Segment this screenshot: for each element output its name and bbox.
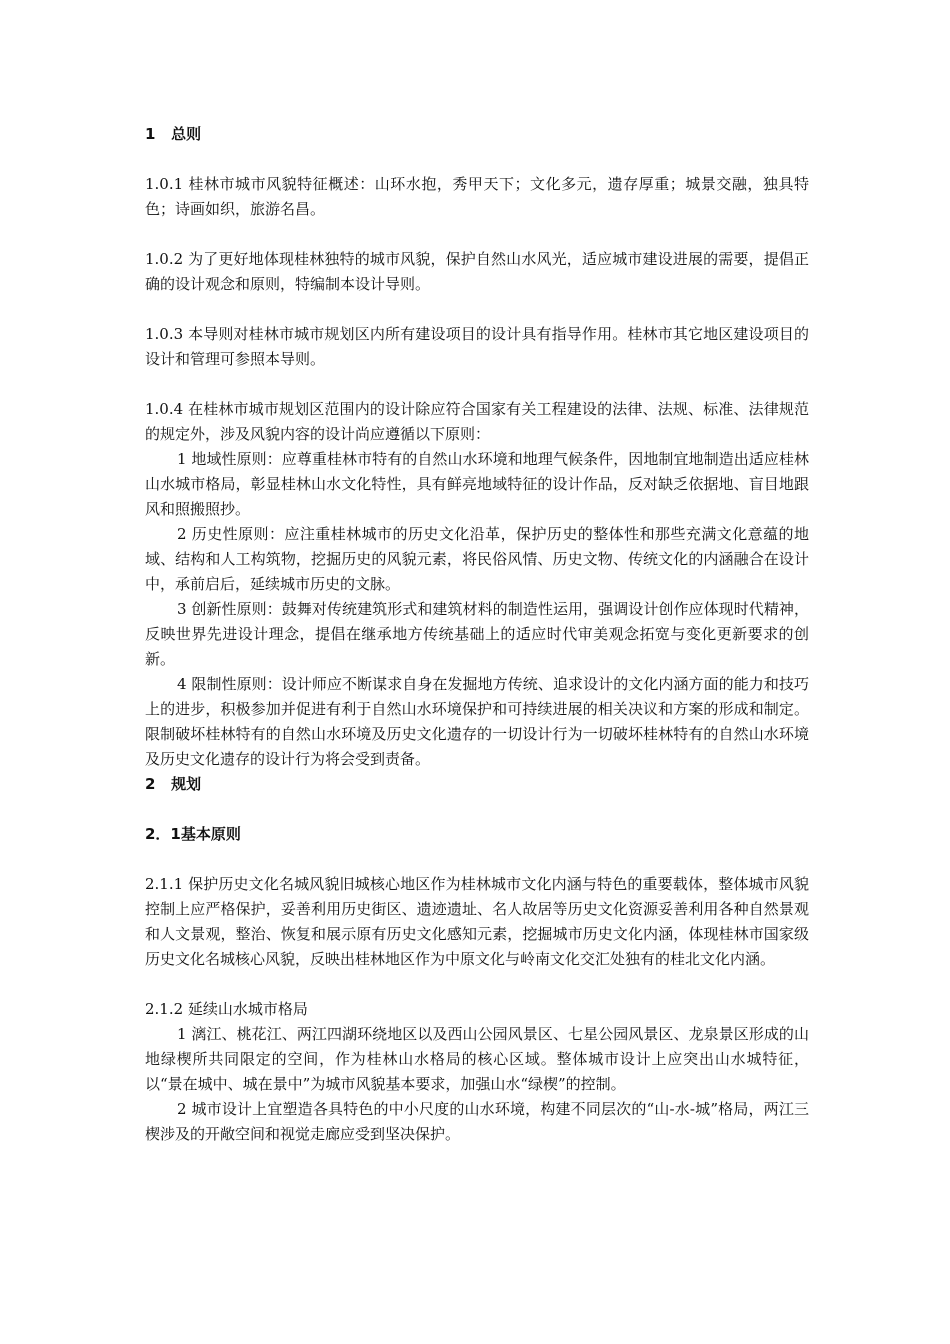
clause-1-0-4: 1.0.4 在桂林市城市规划区范围内的设计除应符合国家有关工程建设的法律、法规、标准、法律规范的规定外，涉及风貌内容的设计尚应遵循以下原则： [145,400,809,443]
principle-historical: 2 历史性原则：应注重桂林城市的历史文化沿革，保护历史的整体性和那些充满文化意蕴的地域、结构和人工构筑物，挖掘历史的风貌元素，将民俗风情、历史文物、传统文化的内涵融合在设计中，承前启后，延续城市历史的文脉。 [145,525,809,593]
section-1-heading: 1 总则 [145,125,202,143]
clause-1-0-1: 1.0.1 桂林市城市风貌特征概述：山环水抱，秀甲天下；文化多元，遗存厚重；城景交融，独具特色；诗画如织，旅游名昌。 [145,175,809,218]
section-2-heading: 2 规划 [145,775,202,793]
clause-2-1-2: 2.1.2 延续山水城市格局 [145,1000,308,1018]
subsection-2-1-heading: 2．1基本原则 [145,825,241,843]
clause-2-1-2-item-1: 1 漓江、桃花江、两江四湖环绕地区以及西山公园风景区、七星公园风景区、龙泉景区形成的山地绿楔所共同限定的空间，作为桂林山水格局的核心区域。整体城市设计上应突出山水城特征，以“景在城中、城在景中”为城市风貌基本要求，加强山水“绿楔”的控制。 [145,1025,809,1093]
principle-restrictive: 4 限制性原则：设计师应不断谋求自身在发掘地方传统、追求设计的文化内涵方面的能力和技巧上的进步，积极参加并促进有利于自然山水环境保护和可持续进展的相关决议和方案的形成和制定。限制破坏桂林特有的自然山水环境及历史文化遗存的一切设计行为一切破坏桂林特有的自然山水环境及历史文化遗存的设计行为将会受到责备。 [145,675,809,768]
clause-1-0-2: 1.0.2 为了更好地体现桂林独特的城市风貌，保护自然山水风光，适应城市建设进展的需要，提倡正确的设计观念和原则，特编制本设计导则。 [145,250,809,293]
principle-regional: 1 地域性原则：应尊重桂林市特有的自然山水环境和地理气候条件，因地制宜地制造出适应桂林山水城市格局，彰显桂林山水文化特性，具有鲜亮地域特征的设计作品，反对缺乏依据地、盲目地跟风和照搬照抄。 [145,450,809,518]
clause-2-1-1: 2.1.1 保护历史文化名城风貌旧城核心地区作为桂林城市文化内涵与特色的重要载体，整体城市风貌控制上应严格保护，妥善利用历史街区、遗迹遗址、名人故居等历史文化资源妥善利用各种自然景观和人文景观，整治、恢复和展示原有历史文化感知元素，挖掘城市历史文化内涵，体现桂林市国家级历史文化名城核心风貌，反映出桂林地区作为中原文化与岭南文化交汇处独有的桂北文化内涵。 [145,875,809,968]
clause-2-1-2-item-2: 2 城市设计上宜塑造各具特色的中小尺度的山水环境，构建不同层次的“山-水-城”格局，两江三楔涉及的开敞空间和视觉走廊应受到坚决保护。 [145,1100,809,1143]
document-page [145,122,809,1147]
clause-1-0-3: 1.0.3 本导则对桂林市城市规划区内所有建设项目的设计具有指导作用。桂林市其它地区建设项目的设计和管理可参照本导则。 [145,325,809,368]
principle-innovative: 3 创新性原则：鼓舞对传统建筑形式和建筑材料的制造性运用，强调设计创作应体现时代精神，反映世界先进设计理念，提倡在继承地方传统基础上的适应时代审美观念拓宽与变化更新要求的创新。 [145,600,809,668]
